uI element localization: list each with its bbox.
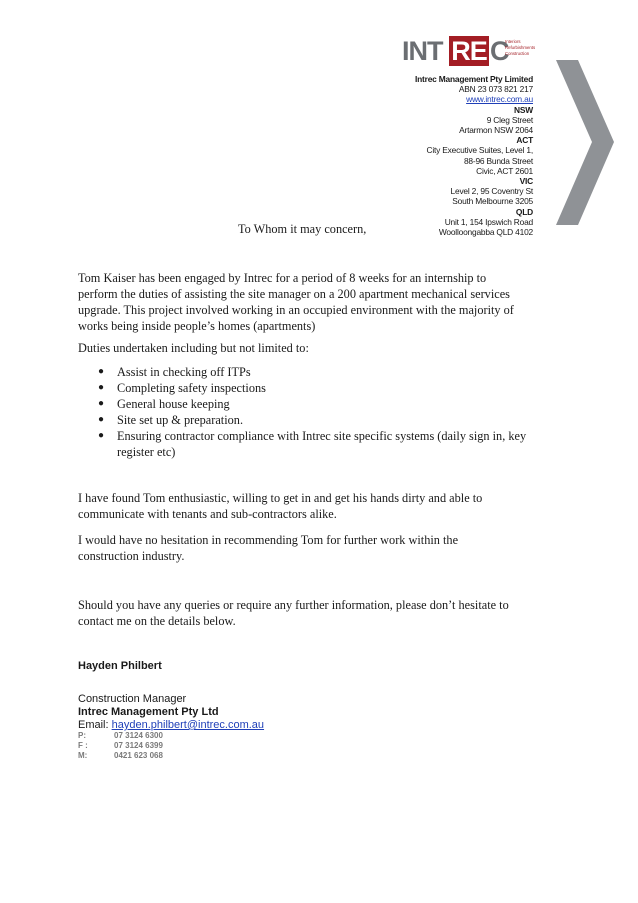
logo-re-text: RE: [449, 36, 489, 66]
company-website-link[interactable]: www.intrec.com.au: [466, 94, 533, 105]
logo-tagline-line: Refurbishments: [505, 45, 536, 50]
bullet-icon: ●: [98, 414, 105, 425]
list-item-text: General house keeping: [117, 397, 230, 411]
intro-paragraph: [78, 270, 548, 334]
paragraph-line: works being inside people’s homes (apartments): [78, 319, 316, 333]
bullet-icon: ●: [98, 382, 105, 393]
office-state-qld: QLD: [515, 206, 533, 217]
company-abn: ABN 23 073 821 217: [458, 84, 533, 95]
duties-heading: Duties undertaken including but not limited to:: [78, 341, 309, 355]
signatory-title: Construction Manager: [78, 693, 187, 705]
list-item: [96, 428, 556, 460]
company-address-block: [273, 74, 533, 237]
signatory-name: Hayden Philbert: [78, 660, 162, 672]
logo-c-text: C: [490, 36, 509, 66]
paragraph-line: contact me on the details below.: [78, 614, 236, 628]
closing-paragraph: [78, 597, 548, 629]
email-label: Email:: [78, 719, 112, 731]
office-state-nsw: NSW: [514, 104, 533, 115]
paragraph-line: construction industry.: [78, 549, 185, 563]
assessment-paragraph: [78, 490, 548, 522]
logo-tagline-line: Interiors: [505, 39, 521, 44]
office-line: 88-96 Bunda Street: [463, 155, 533, 166]
list-item-text: Assist in checking off ITPs: [117, 365, 251, 379]
bullet-icon: ●: [98, 430, 105, 441]
chevron-right-icon: [556, 60, 616, 225]
company-logo: [402, 36, 552, 66]
list-item-text: Ensuring contractor compliance with Intrec site specific systems (daily sign in, key: [117, 429, 527, 443]
logo-tagline-line: Construction: [505, 51, 530, 56]
email-link[interactable]: hayden.philbert@intrec.com.au: [111, 719, 265, 731]
paragraph-line: Should you have any queries or require any further information, please don’t hesitate to: [78, 598, 509, 612]
paragraph-line: upgrade. This project involved working in an occupied environment with the majority of: [78, 303, 514, 317]
paragraph-line: communicate with tenants and sub-contractors alike.: [78, 507, 337, 521]
contact-label: P:: [78, 731, 86, 740]
office-line: South Melbourne 3205: [452, 196, 533, 207]
office-state-act: ACT: [516, 135, 533, 146]
company-name: Intrec Management Pty Limited: [415, 74, 533, 84]
contact-label: F :: [78, 741, 88, 750]
salutation: To Whom it may concern,: [238, 222, 367, 236]
duties-list: [96, 364, 556, 460]
list-item-text: register etc): [117, 445, 176, 459]
logo-int-text: INT: [402, 36, 443, 66]
signatory-company: Intrec Management Pty Ltd: [78, 706, 219, 718]
office-line: Civic, ACT 2601: [476, 165, 533, 176]
list-item-text: Completing safety inspections: [117, 381, 266, 395]
office-line: Artarmon NSW 2064: [459, 125, 533, 136]
office-state-vic: VIC: [519, 176, 533, 187]
signatory-email: [78, 719, 264, 732]
office-line: Woolloongabba QLD 4102: [438, 227, 533, 238]
paragraph-line: perform the duties of assisting the site manager on a 200 apartment mechanical services: [78, 287, 510, 301]
list-item-text: Site set up & preparation.: [117, 413, 244, 427]
paragraph-line: Tom Kaiser has been engaged by Intrec for a period of 8 weeks for an internship to: [78, 271, 487, 285]
logo-tagline: [505, 39, 555, 57]
list-item: [96, 396, 556, 412]
list-item: [96, 364, 556, 380]
office-line: City Executive Suites, Level 1,: [426, 145, 533, 156]
paragraph-line: I have found Tom enthusiastic, willing to get in and get his hands dirty and able to: [78, 491, 483, 505]
bullet-icon: ●: [98, 366, 105, 377]
bullet-icon: ●: [98, 398, 105, 409]
contact-label: M:: [78, 751, 88, 760]
office-line: Level 2, 95 Coventry St: [450, 186, 533, 197]
list-item: [96, 412, 556, 428]
recommendation-paragraph: [78, 532, 548, 564]
office-line: 9 Cleg Street: [486, 114, 533, 125]
contact-value: 0421 623 068: [114, 751, 163, 760]
contact-value: 07 3124 6300: [114, 731, 163, 740]
office-line: Unit 1, 154 Ipswich Road: [444, 216, 533, 227]
list-item: [96, 380, 556, 396]
contact-value: 07 3124 6399: [114, 741, 163, 750]
paragraph-line: I would have no hesitation in recommending Tom for further work within the: [78, 533, 459, 547]
